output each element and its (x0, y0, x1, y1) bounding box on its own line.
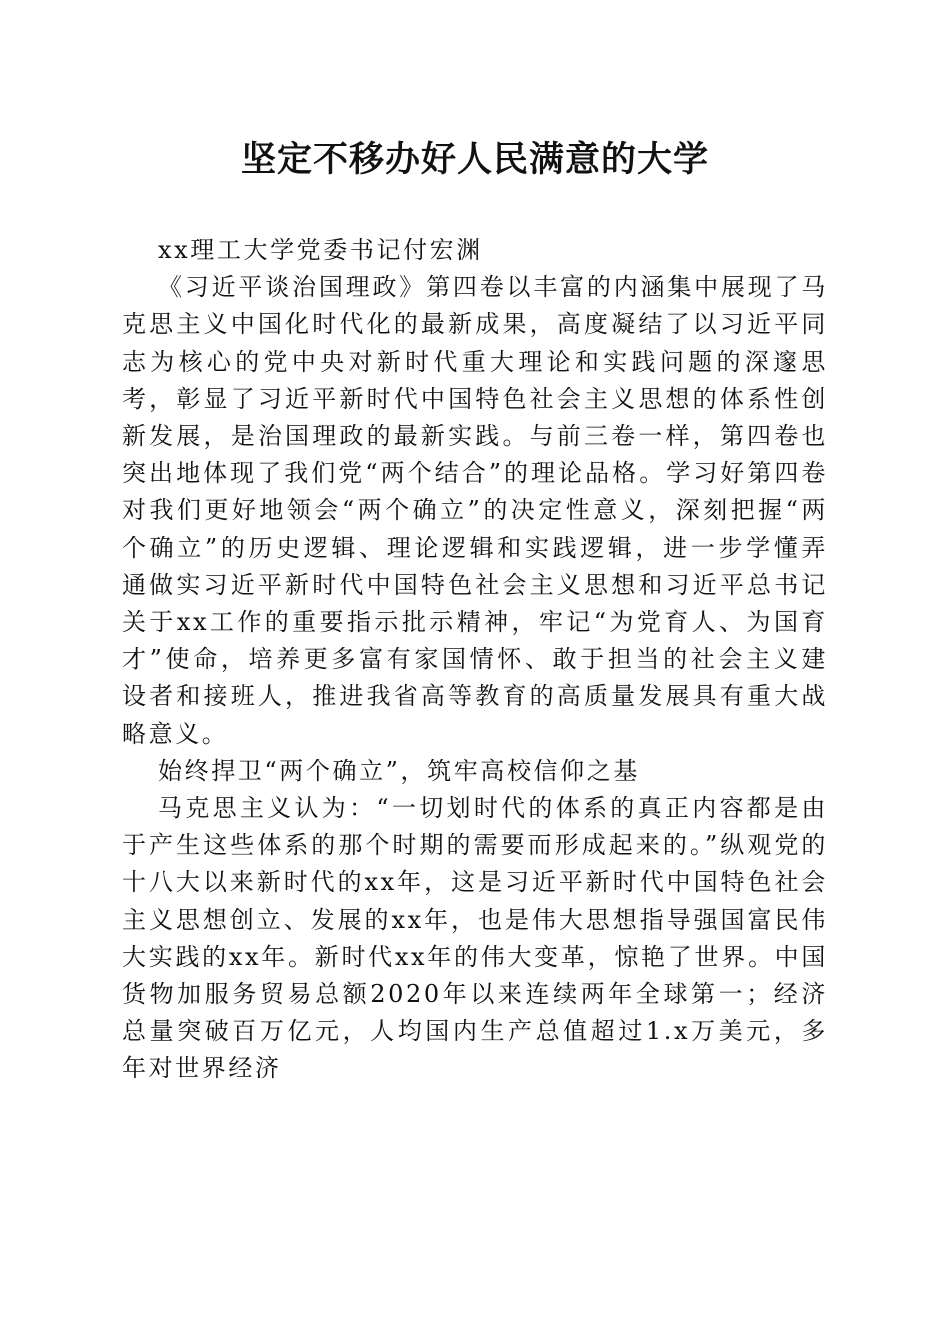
body-paragraph: 马克思主义认为：“一切划时代的体系的真正内容都是由于产生这些体系的那个时期的需要而形成起来的。”纵观党的十八大以来新时代的xx年，这是习近平新时代中国特色社会主义思想创立、发展的xx年，也是伟大思想指导强国富民伟大实践的xx年。新时代xx年的伟大变革，惊艳了世界。中国货物加服务贸易总额2020年以来连续两年全球第一；经济总量突破百万亿元，人均国内生产总值超过1.x万美元，多年对世界经济 (122, 794, 828, 1083)
document-body (122, 232, 828, 1088)
section-heading: 始终捍卫“两个确立”，筑牢高校信仰之基 (158, 756, 640, 785)
body-paragraph: 《习近平谈治国理政》第四卷以丰富的内涵集中展现了马克思主义中国化时代化的最新成果，高度凝结了以习近平同志为核心的党中央对新时代重大理论和实践问题的深邃思考，彰显了习近平新时代中国特色社会主义思想的体系性创新发展，是治国理政的最新实践。与前三卷一样，第四卷也突出地体现了我们党“两个结合”的理论品格。学习好第四卷对我们更好地领会“两个确立”的决定性意义，深刻把握“两个确立”的历史逻辑、理论逻辑和实践逻辑，进一步学懂弄通做实习近平新时代中国特色社会主义思想和习近平总书记关于xx工作的重要指示批示精神，牢记“为党育人、为国育才”使命，培养更多富有家国情怀、敢于担当的社会主义建设者和接班人，推进我省高等教育的高质量发展具有重大战略意义。 (122, 273, 828, 748)
author-line: xx理工大学党委书记付宏渊 (158, 236, 483, 264)
document-title: 坚定不移办好人民满意的大学 (240, 139, 709, 180)
